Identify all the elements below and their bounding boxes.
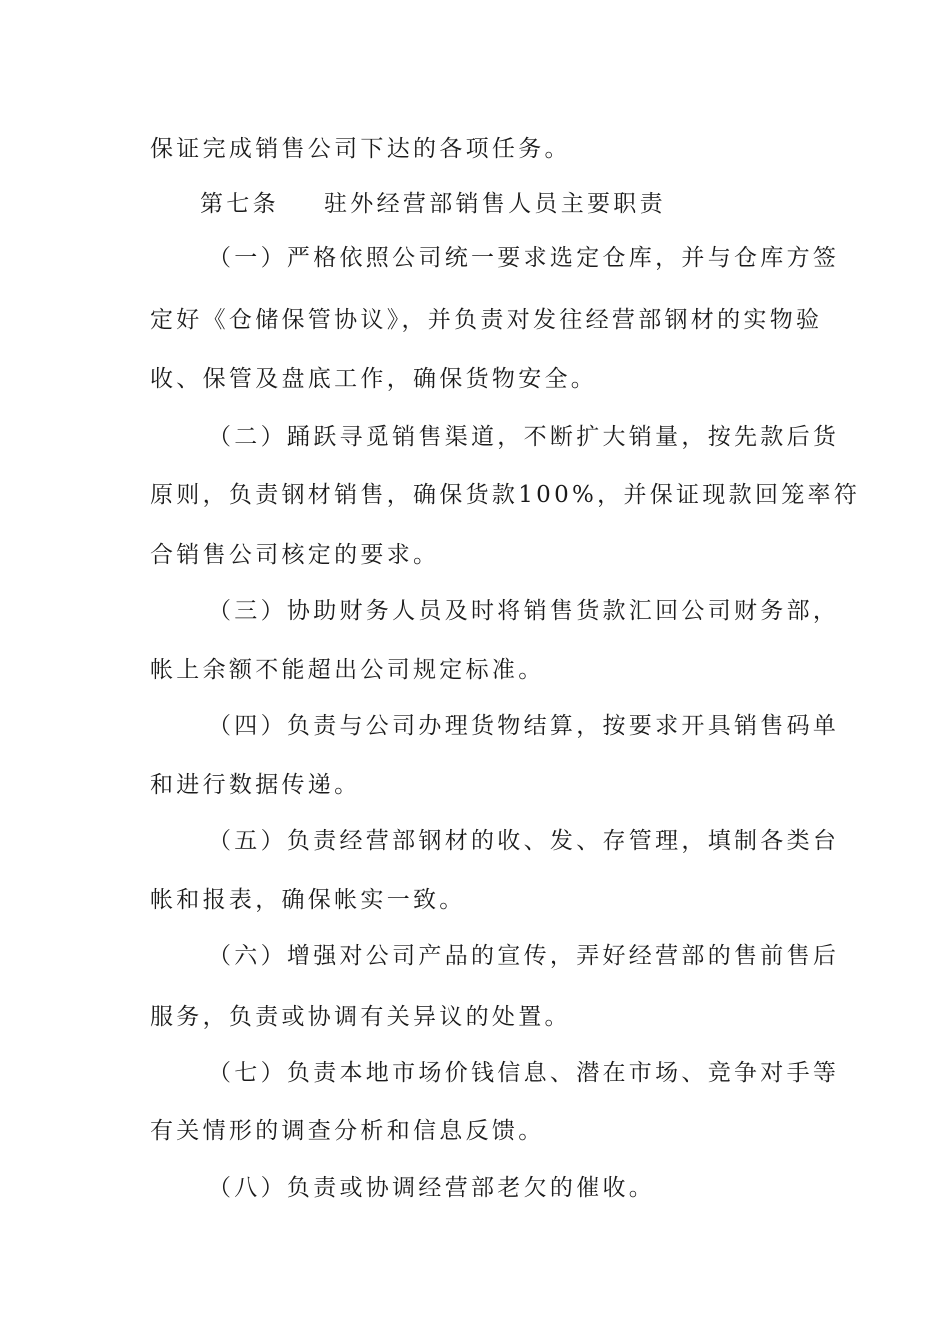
paragraph-line: （六）增强对公司产品的宣传，弄好经营部的售前售后 — [208, 943, 840, 969]
paragraph-line: 合销售公司核定的要求。 — [150, 542, 440, 568]
paragraph-line: （八）负责或协调经营部老欠的催收。 — [208, 1175, 656, 1201]
paragraph-line: 保证完成销售公司下达的各项任务。 — [150, 136, 571, 162]
paragraph-line: 定好《仓储保管协议》，并负责对发往经营部钢材的实物验 — [150, 307, 823, 333]
paragraph-line: （四）负责与公司办理货物结算，按要求开具销售码单 — [208, 713, 840, 739]
paragraph-line: （一）严格依照公司统一要求选定仓库，并与仓库方签 — [208, 245, 840, 271]
paragraph-line: 帐上余额不能超出公司规定标准。 — [150, 657, 545, 683]
article-heading — [200, 189, 800, 219]
paragraph-line: （二）踊跃寻觅销售渠道，不断扩大销量，按先款后货 — [208, 424, 840, 450]
paragraph-line: （三）协助财务人员及时将销售货款汇回公司财务部， — [208, 598, 840, 624]
paragraph-line: 收、保管及盘底工作，确保货物安全。 — [150, 366, 598, 392]
paragraph-line: （七）负责本地市场价钱信息、潜在市场、竞争对手等 — [208, 1060, 840, 1086]
paragraph-line: 和进行数据传递。 — [150, 772, 361, 798]
paragraph-line: 有关情形的调查分析和信息反馈。 — [150, 1118, 545, 1144]
article-title: 驻外经营部销售人员主要职责 — [324, 191, 666, 217]
paragraph-line: （五）负责经营部钢材的收、发、存管理，填制各类台 — [208, 828, 840, 854]
paragraph-line: 服务，负责或协调有关异议的处置。 — [150, 1004, 571, 1030]
article-number: 第七条 — [200, 191, 279, 217]
paragraph-line: 帐和报表，确保帐实一致。 — [150, 887, 466, 913]
paragraph-line: 原则，负责钢材销售，确保货款100%，并保证现款回笼率符 — [150, 482, 861, 508]
